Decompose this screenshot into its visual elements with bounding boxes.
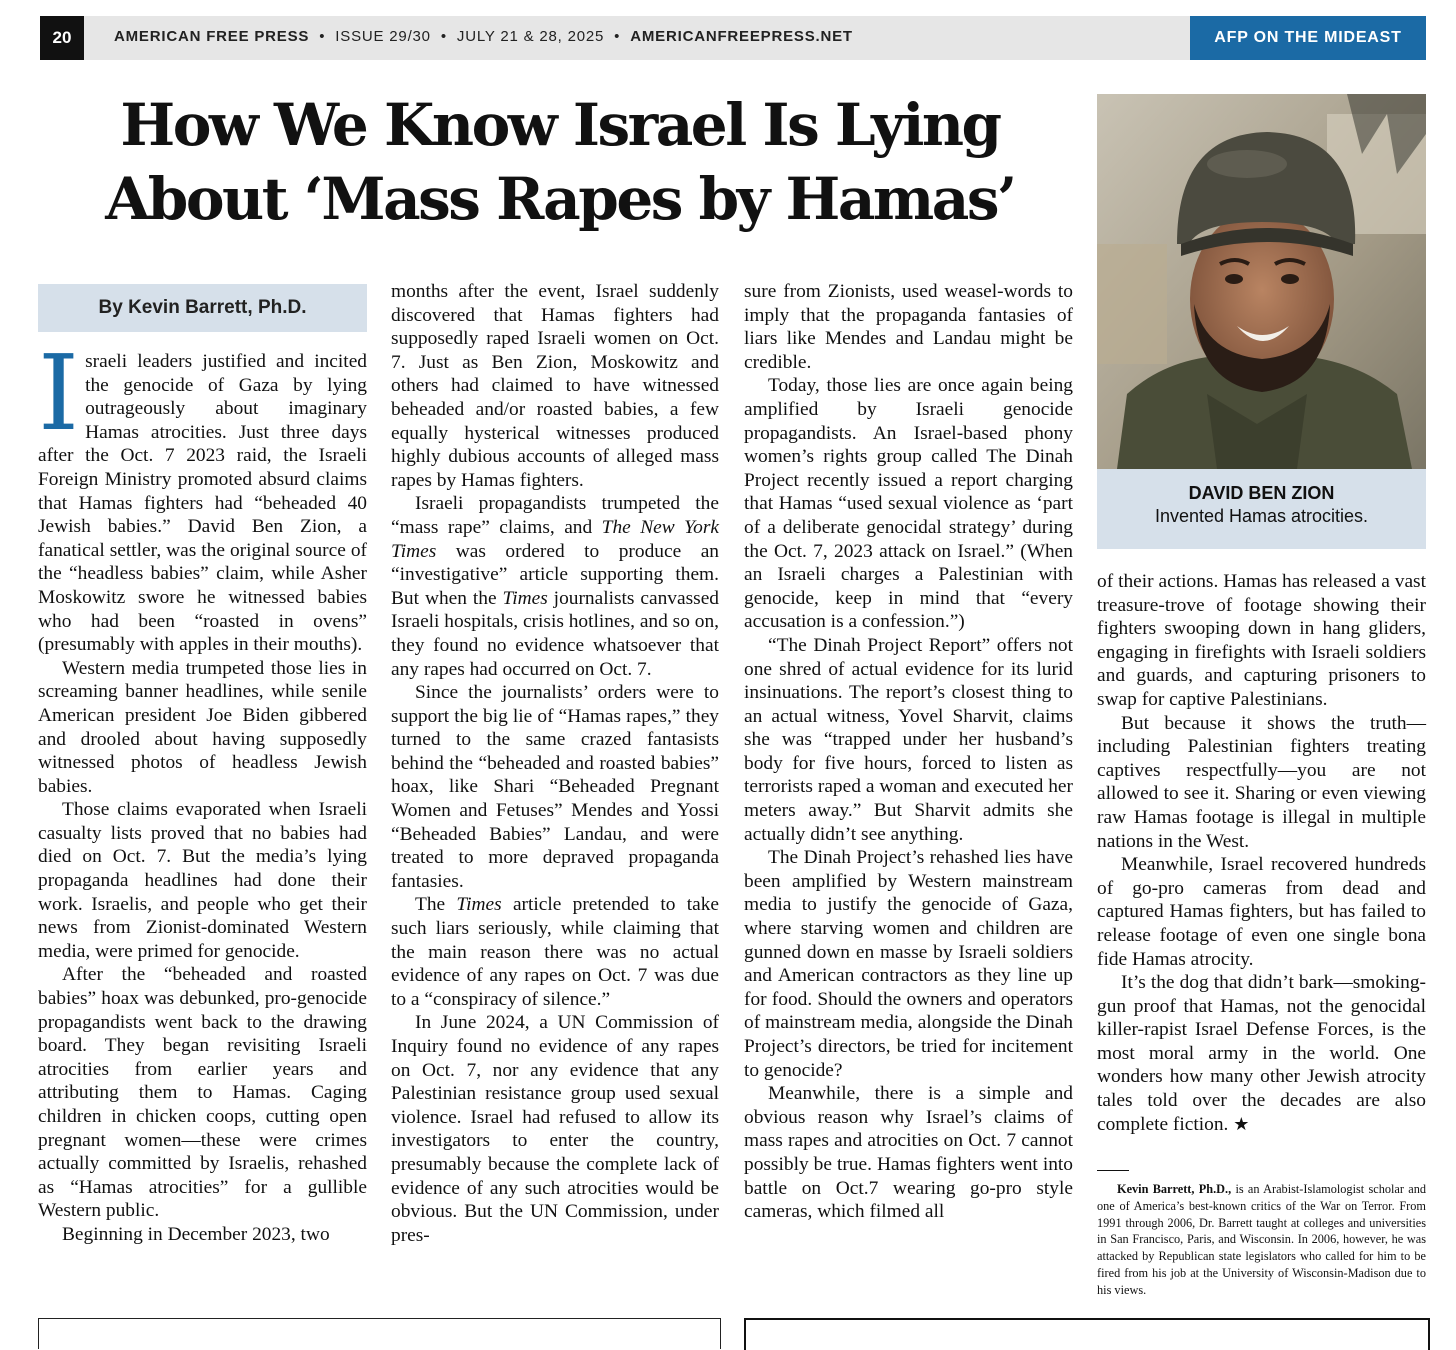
- drop-cap: I: [38, 332, 80, 454]
- article-column-4: [1097, 570, 1426, 1136]
- bio-paragraph: [1097, 1181, 1426, 1299]
- publication-name: AMERICAN FREE PRESS: [114, 28, 310, 45]
- article-paragraph: Those claims evaporated when Israeli casualty lists proved that no babies had died on Oct. 7. But the media’s lying propaganda headlines had done their work. Israelis, and people who get their news from Zionist-dominated Western media, were primed for genocide.: [38, 799, 367, 962]
- article-column-3: [744, 280, 1073, 1224]
- paragraph-text: It’s the dog that didn’t bark—smoking-gun proof that Hamas, not the genocidal killer-rapist Israel Defense Forces, is the most moral army in the world. One wonders how many other Jewish atrocity tales told over the decades are also complete fiction.: [1097, 972, 1426, 1135]
- caption-name: DAVID BEN ZION: [1188, 483, 1335, 503]
- article-paragraph: Meanwhile, there is a simple and obvious reason why Israel’s claims of mass rapes and atrocities on Oct. 7 cannot possibly be true. Hamas fighters went into battle on Oct.7 wearing go-pro style cameras, which filmed all: [744, 1083, 1073, 1223]
- masthead-separator: •: [319, 28, 326, 45]
- website-url: AMERICANFREEPRESS.NET: [630, 28, 853, 45]
- next-article-box-right: [744, 1318, 1430, 1350]
- paragraph-text: was ordered to produce an “investigative” article supporting them. But when the: [391, 540, 719, 609]
- paragraph-text: sraeli leaders justified and incited the genocide of Gaza by lying outrageously about imaginary Hamas atrocities. Just three days after the Oct. 7 2023 raid, the Israeli Foreign Ministry promoted absurd claims that Hamas fighters had “beheaded 40 Jewish babies.” David Ben Zion, a fanatical settler, was the original source of the “headless babies” claim, while Asher Moskowitz swore he witnessed babies who had been “roasted in ovens” (presumably with apples in their mouths).: [38, 351, 367, 656]
- article-paragraph: Meanwhile, Israel recovered hundreds of go-pro cameras from dead and captured Hamas fighters, but has failed to release footage of even one single bona fide Hamas atrocity.: [1097, 854, 1426, 970]
- section-label: AFP ON THE MIDEAST: [1190, 16, 1426, 60]
- issue-number: ISSUE 29/30: [335, 28, 431, 45]
- headline-line-2: About ‘Mass Rapes by Hamas’: [105, 165, 1015, 233]
- paragraph-text: Israeli propagandists trumpeted the “mass rape” claims, and: [391, 493, 719, 538]
- article-column-1: [38, 332, 367, 1247]
- article-paragraph: sure from Zionists, used weasel-words to imply that the propaganda fantasies of liars like Mendes and Landau might be credible.: [744, 281, 1073, 373]
- article-paragraph: months after the event, Israel suddenly discovered that Hamas fighters had supposedly raped Israeli women on Oct. 7. Just as Ben Zion, Moskowitz and others had claimed to have witnessed beheaded and/or roasted babies, a few equally hysterical witnesses produced highly dubious accounts of alleged mass rapes by Hamas fighters.: [391, 281, 719, 491]
- article-paragraph: In June 2024, a UN Commission of Inquiry found no evidence of any rapes on Oct. 7, nor any evidence that any Palestinian resistance group used sexual violence. Israel had refused to allow its investigators to enter the country, presumably because the complete lack of evidence of any such atrocities would be obvious. But the UN Commission, under pres-: [391, 1012, 719, 1246]
- paragraph-text: journalists canvassed Israeli hospitals, crisis hotlines, and so on, they found no evidence whatsoever that any rapes had occurred on Oct. 7.: [391, 587, 719, 680]
- masthead-separator: •: [440, 28, 447, 45]
- photo-caption: [1097, 469, 1426, 549]
- article-paragraph: The Dinah Project’s rehashed lies have been amplified by Western mainstream media to justify the genocide of Gaza, where starving women and children are gunned down en masse by Israeli soldiers and American contractors as they line up for food. Should the owners and operators of mainstream media, alongside the Dinah Project’s directors, be tried for incitement to genocide?: [744, 847, 1073, 1081]
- portrait-illustration: [1097, 94, 1426, 469]
- article-paragraph: [38, 332, 367, 657]
- headline-line-1: How We Know Israel Is Lying: [120, 91, 1000, 159]
- page-header-bar: [40, 16, 1426, 60]
- paragraph-text: article pretended to take such liars seriously, while claiming that the main reason there was no actual evidence of any rapes on Oct. 7 was due to a “conspiracy of silence.”: [391, 894, 720, 1010]
- caption-text: Invented Hamas atrocities.: [1154, 506, 1369, 526]
- article-paragraph: Since the journalists’ orders were to support the big lie of “Hamas rapes,” they turned to the same crazed fantasists behind the “beheaded and roasted babies” hoax, like Shari “Beheaded Pregnant Women and Fetuses” Mendes and Yossi “Beheaded Babies” Landau, and were treated to more depraved propaganda fantasies.: [391, 682, 719, 892]
- article-paragraph: Beginning in December 2023, two: [62, 1223, 330, 1245]
- bio-author-name: Kevin Barrett, Ph.D.,: [1117, 1182, 1232, 1196]
- article-column-2: [391, 280, 719, 1247]
- masthead-separator: •: [614, 28, 621, 45]
- portrait-photo: [1097, 94, 1426, 469]
- page-number: 20: [40, 16, 84, 60]
- issue-date: JULY 21 & 28, 2025: [456, 28, 605, 45]
- article-paragraph: [391, 893, 719, 1011]
- author-bio: [1097, 1181, 1426, 1299]
- next-article-box-left: [38, 1318, 721, 1349]
- bio-divider: [1097, 1170, 1129, 1171]
- article-paragraph: [391, 492, 719, 681]
- end-star-icon: ★: [1233, 1113, 1250, 1134]
- article-paragraph: [1097, 971, 1426, 1136]
- article-paragraph: Today, those lies are once again being amplified by Israeli genocide propagandists. An Israel-based phony women’s rights group called The Dinah Project recently issued a report charging that Hamas “used sexual violence as ‘part of a deliberate genocidal strategy’ during the Oct. 7, 2023 attack on Israel.” (When an Israeli charges a Palestinian with genocide, keep in mind that “every accusation is a confession.”): [744, 375, 1073, 633]
- masthead-line: [114, 28, 853, 45]
- publication-title: Times: [502, 587, 548, 609]
- article-paragraph: Western media trumpeted those lies in screaming banner headlines, while senile American president Joe Biden gibbered and drooled about having supposedly witnessed photos of headless Jewish babies.: [38, 657, 367, 797]
- publication-title: The New York Times: [391, 516, 720, 562]
- byline: By Kevin Barrett, Ph.D.: [38, 284, 367, 332]
- bio-text: is an Arabist-Islamologist scholar and one of America’s best-known critics of the War on Terror. From 1991 through 2006, Dr. Barrett taught at colleges and universities in San Francisco, Paris, and Wisconsin. In 2006, however, he was attacked by Republican state legislators who called for him to be fired from his job at the University of Wisconsin-Madison due to his views.: [1097, 1182, 1426, 1297]
- article-paragraph: of their actions. Hamas has released a vast treasure-trove of footage showing their fighters swooping down in hang gliders, engaging in firefights with Israeli soldiers and guards, and capturing prisoners to swap for captive Palestinians.: [1097, 571, 1426, 710]
- headline: [40, 88, 1080, 236]
- publication-title: Times: [456, 894, 502, 916]
- paragraph-text: The: [415, 894, 457, 916]
- article-paragraph: “The Dinah Project Report” offers not one shred of actual evidence for its lurid insinuations. The report’s closest thing to an actual witness, Yovel Sharvit, claims she was “trapped under her husband’s body for five hours, forced to listen as terrorists raped a woman and executed her meters away.” But Sharvit admits she actually didn’t see anything.: [744, 634, 1073, 845]
- article-paragraph: After the “beheaded and roasted babies” hoax was debunked, pro-genocide propagandists went back to the drawing board. They began revisiting Israeli atrocities from earlier years and attributing them to Hamas. Caging children in chicken coops, cutting open pregnant women—these were crimes actually committed by Israelis, rehashed as “Hamas atrocities” for a gullible Western public.: [38, 964, 367, 1222]
- article-paragraph: But because it shows the truth—including Palestinian fighters treating captives respectfully—you are not allowed to see it. Sharing or even viewing raw Hamas footage is illegal in multiple nations in the West.: [1097, 712, 1426, 852]
